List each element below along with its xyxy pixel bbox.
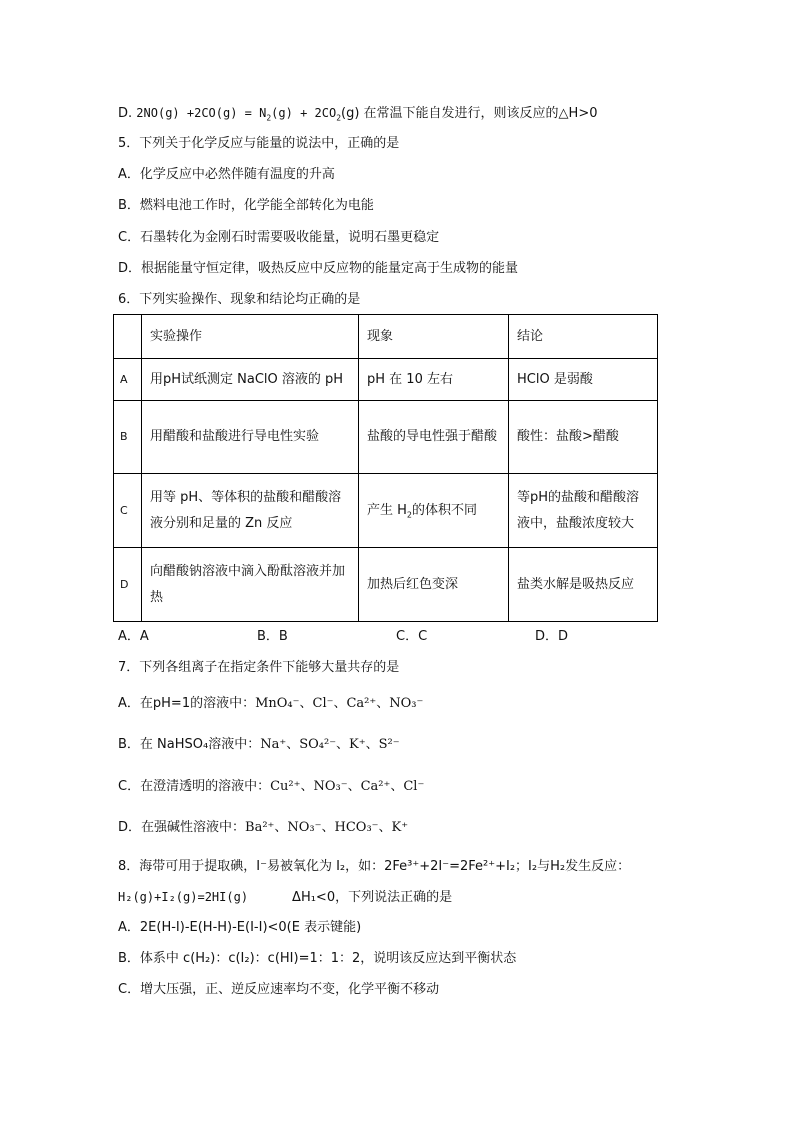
q7-option-b-prefix: B．在 NaHSO₄溶液中：	[118, 737, 261, 752]
q6-cell-phenomenon: 加热后红色变深	[359, 548, 509, 622]
q8-option-c: C．增大压强，正、逆反应速率均不变，化学平衡不移动	[118, 982, 440, 997]
q8-stem-line1: 8．海带可用于提取碘，I⁻易被氧化为 I₂，如：2Fe³⁺+2I⁻=2Fe²⁺+I₂；I₂与H₂发生反应：	[118, 859, 631, 874]
q5-option-d: D．根据能量守恒定律，吸热反应中反应物的能量定高于生成物的能量	[118, 261, 519, 276]
q6-row-label: A	[114, 359, 142, 401]
q6-cell-phenomenon	[359, 474, 509, 548]
q6-answer-a: A．A	[118, 629, 149, 644]
q6-header-blank	[114, 315, 142, 359]
q6-header-operation: 实验操作	[142, 315, 359, 359]
q6-answer-options	[118, 628, 674, 646]
q4-eq-part3: (g) 在常温下能自发进行，则该反应的△H>0	[341, 106, 598, 121]
q4-option-d-label: D.	[118, 106, 133, 121]
q6-row-label: B	[114, 401, 142, 474]
q7-option-c-prefix: C．在澄清透明的溶液中：	[118, 779, 271, 794]
q6-row-d	[114, 548, 658, 622]
q6-cell-operation: 用pH试纸测定 NaClO 溶液的 pH	[142, 359, 359, 401]
q6-row-label: D	[114, 548, 142, 622]
q6-cell-conclusion: HClO 是弱酸	[509, 359, 658, 401]
q4-eq-co2-sub: 2	[336, 113, 342, 123]
q6-cell-operation: 向醋酸钠溶液中滴入酚酞溶液并加热	[142, 548, 359, 622]
q6-c-phen-part2: 的体积不同	[412, 502, 478, 518]
q7-option-d-ions: Ba²⁺、NO₃⁻、HCO₃⁻、K⁺	[245, 820, 409, 835]
q6-answer-c: C．C	[396, 629, 428, 644]
q6-cell-conclusion: 酸性：盐酸>醋酸	[509, 401, 658, 474]
q6-row-c	[114, 474, 658, 548]
q6-header-phenomenon: 现象	[359, 315, 509, 359]
q6-table	[113, 314, 658, 622]
q4-option-d	[118, 104, 598, 123]
q6-cell-operation: 用等 pH、等体积的盐酸和醋酸溶液分别和足量的 Zn 反应	[142, 474, 359, 548]
q6-header-conclusion: 结论	[509, 315, 658, 359]
q6-row-a	[114, 359, 658, 401]
q6-row-label: C	[114, 474, 142, 548]
q7-option-c-ions: Cu²⁺、NO₃⁻、Ca²⁺、Cl⁻	[270, 779, 425, 794]
q6-cell-phenomenon: 盐酸的导电性强于醋酸	[359, 401, 509, 474]
q4-eq-part1: 2NO(g) +2CO(g) = N	[136, 106, 267, 120]
q6-answer-d: D．D	[535, 629, 569, 644]
q6-cell-phenomenon: pH 在 10 左右	[359, 359, 509, 401]
q8-stem-line2	[118, 888, 452, 907]
q7-option-b-ions: Na⁺、SO₄²⁻、K⁺、S²⁻	[260, 737, 400, 752]
q6-cell-operation: 用醋酸和盐酸进行导电性实验	[142, 401, 359, 474]
q4-eq-n2-sub: 2	[266, 113, 272, 123]
q8-equation: H₂(g)+I₂(g)=2HI(g)	[118, 890, 249, 904]
q6-row-b	[114, 401, 658, 474]
q6-cell-conclusion: 盐类水解是吸热反应	[509, 548, 658, 622]
q7-option-b	[118, 736, 400, 754]
q7-option-c	[118, 778, 424, 796]
q4-option-d-equation	[136, 106, 342, 123]
q6-stem: 6．下列实验操作、现象和结论均正确的是	[118, 292, 361, 307]
q4-eq-part2: (g) + 2CO	[271, 106, 337, 120]
q6-c-phen-part1: 产生 H	[367, 502, 407, 518]
q6-header-row	[114, 315, 658, 359]
q6-c-phen-sub: 2	[406, 510, 413, 520]
q5-option-a: A．化学反应中必然伴随有温度的升高	[118, 167, 335, 182]
q8-stem-tail: ΔH₁<0，下列说法正确的是	[292, 890, 453, 905]
q6-answer-b: B．B	[257, 629, 288, 644]
q5-option-b: B．燃料电池工作时，化学能全部转化为电能	[118, 198, 374, 213]
q7-option-a-prefix: A．在pH=1的溶液中：	[118, 696, 256, 711]
q5-stem: 5．下列关于化学反应与能量的说法中，正确的是	[118, 136, 400, 151]
q8-option-a: A．2E(H-I)-E(H-H)-E(I-I)<0(E 表示键能)	[118, 920, 362, 935]
q7-stem: 7．下列各组离子在指定条件下能够大量共存的是	[118, 660, 400, 675]
q6-cell-conclusion: 等pH的盐酸和醋酸溶液中，盐酸浓度较大	[509, 474, 658, 548]
q7-option-d-prefix: D．在强碱性溶液中：	[118, 820, 246, 835]
q7-option-a-ions: MnO₄⁻、Cl⁻、Ca²⁺、NO₃⁻	[255, 696, 424, 711]
q8-option-b: B．体系中 c(H₂)：c(I₂)：c(HI)=1：1：2，说明该反应达到平衡状态	[118, 951, 517, 966]
q7-option-a	[118, 695, 423, 713]
q7-option-d	[118, 819, 408, 837]
q5-option-c: C．石墨转化为金刚石时需要吸收能量，说明石墨更稳定	[118, 230, 440, 245]
